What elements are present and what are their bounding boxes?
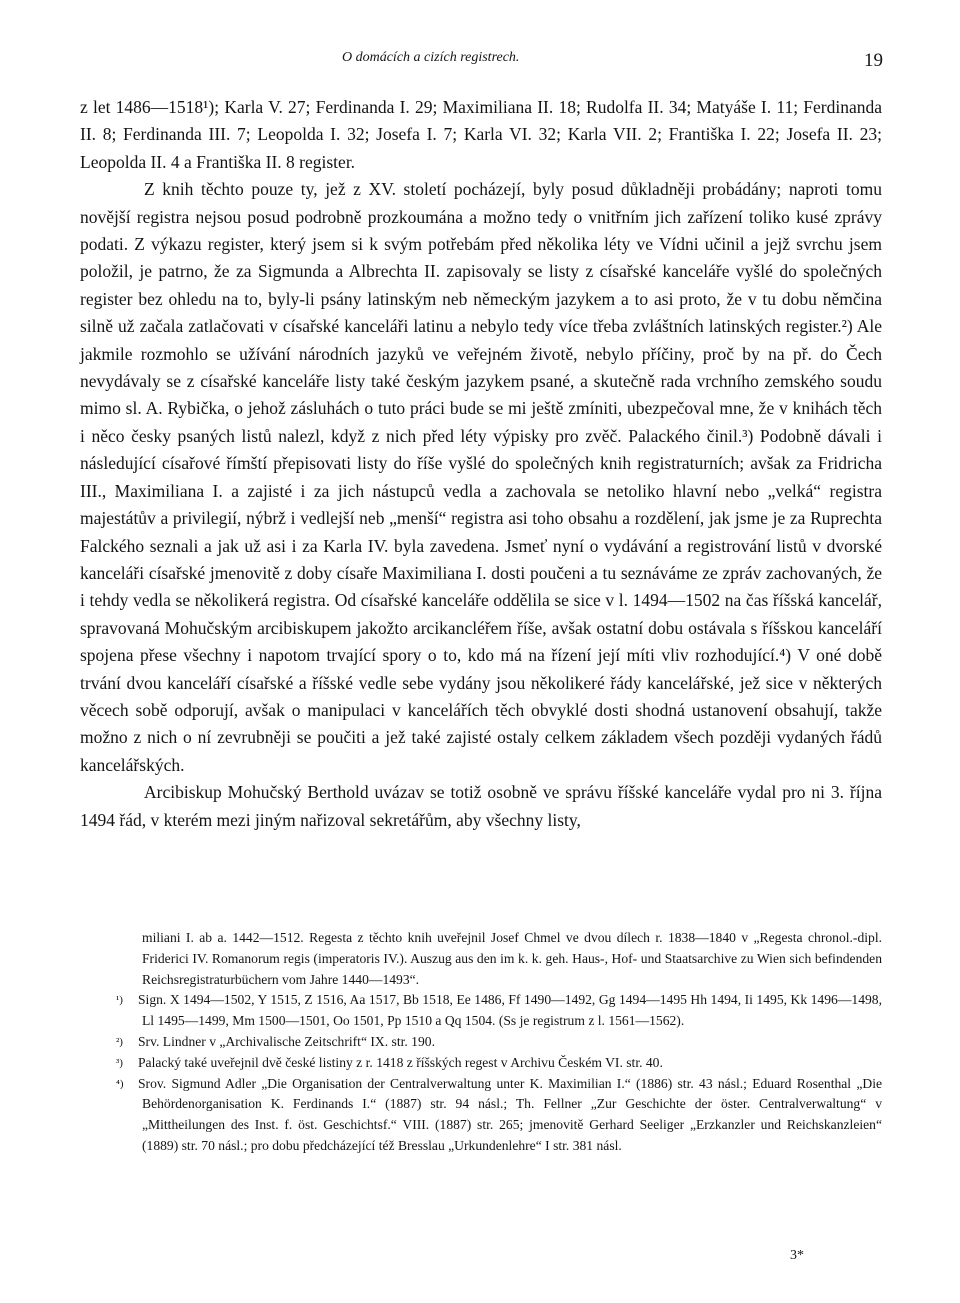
footnote-continuation: miliani I. ab a. 1442—1512. Regesta z těchto knih uveřejnil Josef Chmel ve dvou dílech r. 1838—1840 v „Regesta chronol.-dipl. Friderici IV. Romanorum regis (imperatoris IV.). Auszug aus den im k. k. geh. Haus-, Hof- und Staatsarchive zu Wien sich befindenden Reichsregistraturbüchern vom Jahre 1440—1493“. — [142, 930, 882, 987]
footnote-1 — [116, 990, 882, 1032]
footnote-text: Srv. Lindner v „Archivalische Zeitschrift“ IX. str. 190. — [138, 1033, 435, 1049]
footnote-text: Sign. X 1494—1502, Y 1515, Z 1516, Aa 1517, Bb 1518, Ee 1486, Ff 1490—1492, Gg 1494—1495 Hh 1494, Ii 1495, Kk 1496—1498, Ll 1495—1499, Mm 1500—1501, Oo 1501, Pp 1510 a Qq 1504. (Ss je registrum z l. 1561—1562). — [138, 992, 882, 1029]
footnotes — [116, 928, 882, 1157]
main-text — [80, 94, 882, 834]
footnote-text: Srov. Sigmund Adler „Die Organisation der Centralverwaltung unter K. Maximilian I.“ (1886) str. 43 násl.; Eduard Rosenthal „Die Behördenorganisation K. Ferdinands I.“ (1887) str. 94 násl.; Th. Fellner „Zur Geschichte der öster. Centralverwaltung“ v „Mittheilungen des Inst. f. öst. Geschichtsf.“ VIII. (1887) str. 265; jmenovitě Gerhard Seeliger „Erzkanzler und Reichskanzleien“ (1889) str. 70 násl.; pro dobu předcházející též Bresslau „Urkundenlehre“ I str. 381 násl. — [138, 1075, 882, 1153]
footnote-text: Palacký také uveřejnil dvě české listiny z r. 1418 z říšských regest v Archivu Českém VI. str. 40. — [138, 1054, 663, 1070]
running-title: O domácích a cizích registrech. — [342, 50, 520, 65]
paragraph-1: z let 1486—1518¹); Karla V. 27; Ferdinanda I. 29; Maximiliana II. 18; Rudolfa II. 34; Matyáše I. 11; Ferdinanda II. 8; Ferdinanda III. 7; Leopolda I. 32; Josefa I. 7; Karla VI. 32; Karla VII. 2; Františka I. 22; Josefa II. 23; Leopolda II. 4 a Františka II. 8 register. — [80, 97, 882, 172]
footnote-mark: ⁴) — [116, 1077, 124, 1090]
paragraph-3: Arcibiskup Mohučský Berthold uvázav se totiž osobně ve správu říšské kanceláře vydal pro ni 3. října 1494 řád, v kterém mezi jiným nařizoval sekretářům, aby všechny listy, — [80, 782, 882, 830]
footnote-2 — [116, 1032, 882, 1053]
page-number: 19 — [864, 50, 883, 71]
paragraph-2: Z knih těchto pouze ty, jež z XV. století pocházejí, byly posud důkladněji probádány; naproti tomu novější registra nejsou posud podrobně prozkoumána a možno tedy o vnitřním jich zařízení toliko kusé zprávy podati. Z výkazu register, který jsem si k svým potřebám před několika léty ve Vídni učinil a jejž svrchu jsem položil, je patrno, že za Sigmunda a Albrechta II. zapisovaly se listy z císařské kanceláře vyšlé do společných register bez ohledu na to, byly-li psány latinským neb německým jazykem a to asi proto, že v tu dobu němčina silně už začala zatlačovati v císařské kanceláři latinu a nebylo tedy více třeba zvláštních latinských register.²) Ale jakmile rozmohlo se užívání národních jazyků ve veřejném životě, nebylo příčiny, proč by na př. do Čech nevydávaly se z císařské kanceláře listy také českým jazykem psané, a skutečně rada vrchního zemského soudu mimo sl. A. Rybička, o jehož zásluhách o tuto práci bude se mi ještě zmíniti, ubezpečoval mne, že v knihách těch i něco česky psaných listů nalezl, když z nich před léty výpisky pro zvěč. Palackého činil.³) Podobně dávali i následující císařové římští přepisovati listy do říše vyšlé do společných knih registraturních; avšak za Fridricha III., Maximiliana I. a zajisté i za jich nástupců vedla a zachovala se netoliko hlavní nebo „velká“ registra majestátův a privilegií, nýbrž i vedlejší neb „menší“ registra asi toho obsahu a rozdělení, jak jsme je za Ruprechta Falckého seznali a jak už asi i za Karla IV. byla zavedena. Jsmeť nyní o vydávání a registrování listů v dvorské kanceláři císařské jmenovitě z doby císaře Maximiliana I. dosti poučeni a tu seznáváme ze zpráv zachovaných, že i tehdy vedla se několikerá registra. Od císařské kanceláře oddělila se sice v l. 1494—1502 na čas říšská kancelář, spravovaná Mohučským arcibiskupem jakožto arcikancléřem říše, avšak ostatní dobu ostávala s říšskou kanceláří spojena přese všechny i napotom trvající spory o to, kdo má na řízení její míti vliv rozhodující.⁴) V oné době trvání dvou kanceláří císařské a říšské vedle sebe vydány jsou několikeré řády kancelářské, jež sice v některých věcech sobě odporují, avšak o manipulaci v kancelářích těch obvyklé dosti shodná ustanovení obsahují, takže možno z nich o ní zevrubněji se poučiti a jež také zajisté ostaly celkem základem všech později vydaných řádů kancelářských. — [80, 179, 882, 775]
footnote-mark: ³) — [116, 1056, 123, 1069]
footnote-4 — [116, 1074, 882, 1157]
footnote-mark: ¹) — [116, 994, 123, 1007]
signature-mark: 3* — [790, 1248, 804, 1263]
footnote-mark: ²) — [116, 1035, 123, 1048]
footnote-3 — [116, 1053, 882, 1074]
